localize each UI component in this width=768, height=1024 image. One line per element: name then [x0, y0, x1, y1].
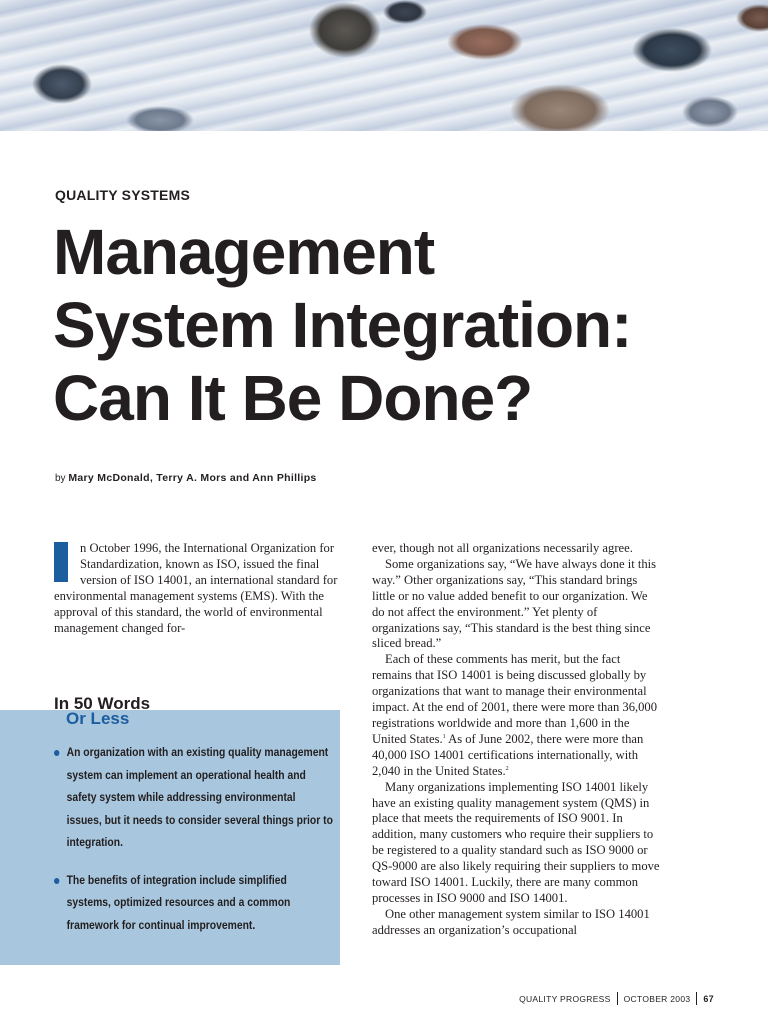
- list-item: [54, 742, 333, 855]
- paragraph: Some organizations say, “We have always done it this way.” Other organizations say, “This standard brings little or no value added benefit to our organization. We do not affect the environment.” Yet plenty of organizations say, “This standard is the best thing since sliced bread.”: [372, 556, 657, 651]
- bullet-icon: [54, 750, 59, 756]
- footer-divider: [617, 992, 618, 1005]
- page-number: 67: [703, 993, 714, 1004]
- paragraph: Many organizations implementing ISO 14001 likely have an existing quality management system (QMS) in place that meets the requirements of ISO 9001. In addition, many customers who require their suppliers to be registered to a quality standard such as ISO 9000 or QS-9000 are also likely requiring their suppliers to move toward ISO 14001. Luckily, there are many common processes in ISO 9000 and ISO 14001.: [372, 779, 660, 905]
- paragraph: One other management system similar to ISO 14001 addresses an organization’s occupational: [372, 906, 650, 937]
- bullet-text: An organization with an existing quality management system can implement an operational health and safety system while addressing environmental issues, but it needs to consider several things prior to integration.: [66, 747, 333, 849]
- paragraph: [372, 652, 660, 779]
- bullet-text: The benefits of integration include simplified systems, optimized resources and a common framework for continual improvement.: [66, 874, 291, 932]
- title-line-2: System Integration:: [53, 289, 632, 361]
- paragraph-text: Each of these comments has merit, but the fact remains that ISO 14001 is being discussed globally by organizations that want to manage their environmental impact. At the end of 2001, there were more than 36,000 registrations worldwide and more than 1,600 in the United States.: [372, 652, 658, 746]
- section-label: QUALITY SYSTEMS: [55, 187, 190, 203]
- publication-name: QUALITY PROGRESS: [519, 993, 611, 1004]
- byline-prefix: by: [55, 473, 66, 484]
- list-item: [54, 870, 333, 938]
- paragraph: ever, though not all organizations necessarily agree.: [372, 541, 633, 555]
- body-column-2: [372, 541, 660, 939]
- sidebar-subheading: Or Less: [66, 709, 130, 728]
- summary-bullets: [54, 742, 333, 952]
- paragraph-text: As of June 2002, there were more than 40,000 ISO 14001 certifications internationally, with 2,040 in the United States.: [372, 731, 644, 778]
- body-column-1: [54, 541, 338, 636]
- article-title: [53, 216, 753, 435]
- issue-date: OCTOBER 2003: [623, 993, 691, 1004]
- header-photo-river-stones: [0, 0, 768, 131]
- opening-paragraph: n October 1996, the International Organization for Standardization, known as ISO, issued the final version of ISO 14001, an international standard for environmental management systems (EMS). With the approval of this standard, the world of environmental management changed for-: [54, 541, 338, 635]
- title-line-1: Management: [53, 216, 435, 288]
- drop-cap: [54, 542, 68, 582]
- bullet-icon: [54, 878, 59, 884]
- byline: [55, 472, 317, 484]
- footnote-ref-1: 1: [442, 733, 446, 740]
- footer-divider: [696, 992, 697, 1005]
- title-line-3: Can It Be Done?: [53, 362, 533, 434]
- footnote-ref-2: 2: [505, 765, 509, 772]
- author-names: Mary McDonald, Terry A. Mors and Ann Phillips: [68, 472, 317, 484]
- sidebar-heading: In 50 Words: [54, 694, 151, 713]
- page-footer: [519, 992, 714, 1005]
